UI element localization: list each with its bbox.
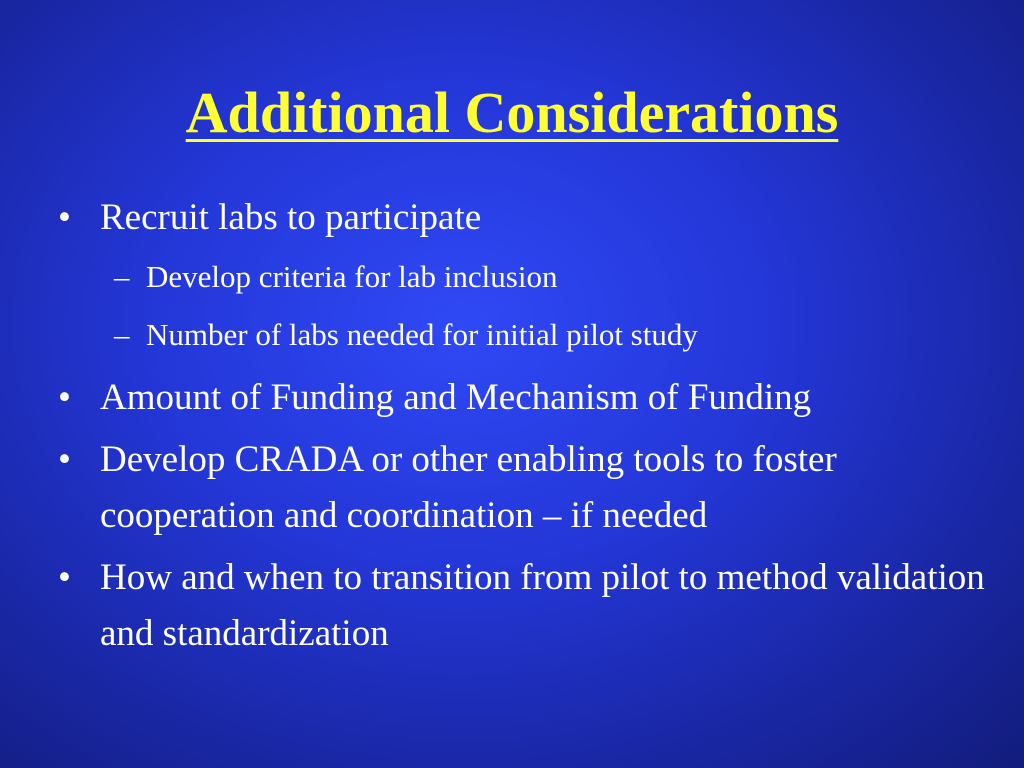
slide-title [0,78,1024,148]
bullet-icon: • [58,197,71,238]
bullet-icon: • [58,557,71,598]
sub-bullet-item [100,248,998,306]
bullet-item-transition [58,550,998,662]
bullet-text: How and when to transition from pilot to method validation and standardization [100,557,985,654]
bullet-text: Amount of Funding and Mechanism of Funding [100,377,812,418]
sub-bullet-item [100,306,998,364]
bullet-icon: • [58,439,71,480]
bullet-text: Develop CRADA or other enabling tools to foster cooperation and coordination – if needed [100,439,837,536]
bullet-icon: • [58,377,71,418]
sub-bullet-text: Number of labs needed for initial pilot study [146,317,698,352]
bullet-item-crada [58,432,998,544]
bullet-text: Recruit labs to participate [100,197,482,238]
bullet-item-recruit-labs [58,190,998,364]
slide-title-text: Additional Considerations [185,80,839,145]
dash-icon: – [114,259,130,294]
dash-icon: – [114,317,130,352]
bullet-list [58,190,998,668]
bullet-item-funding [58,370,998,426]
sub-bullet-list [100,248,998,364]
sub-bullet-text: Develop criteria for lab inclusion [146,259,558,294]
